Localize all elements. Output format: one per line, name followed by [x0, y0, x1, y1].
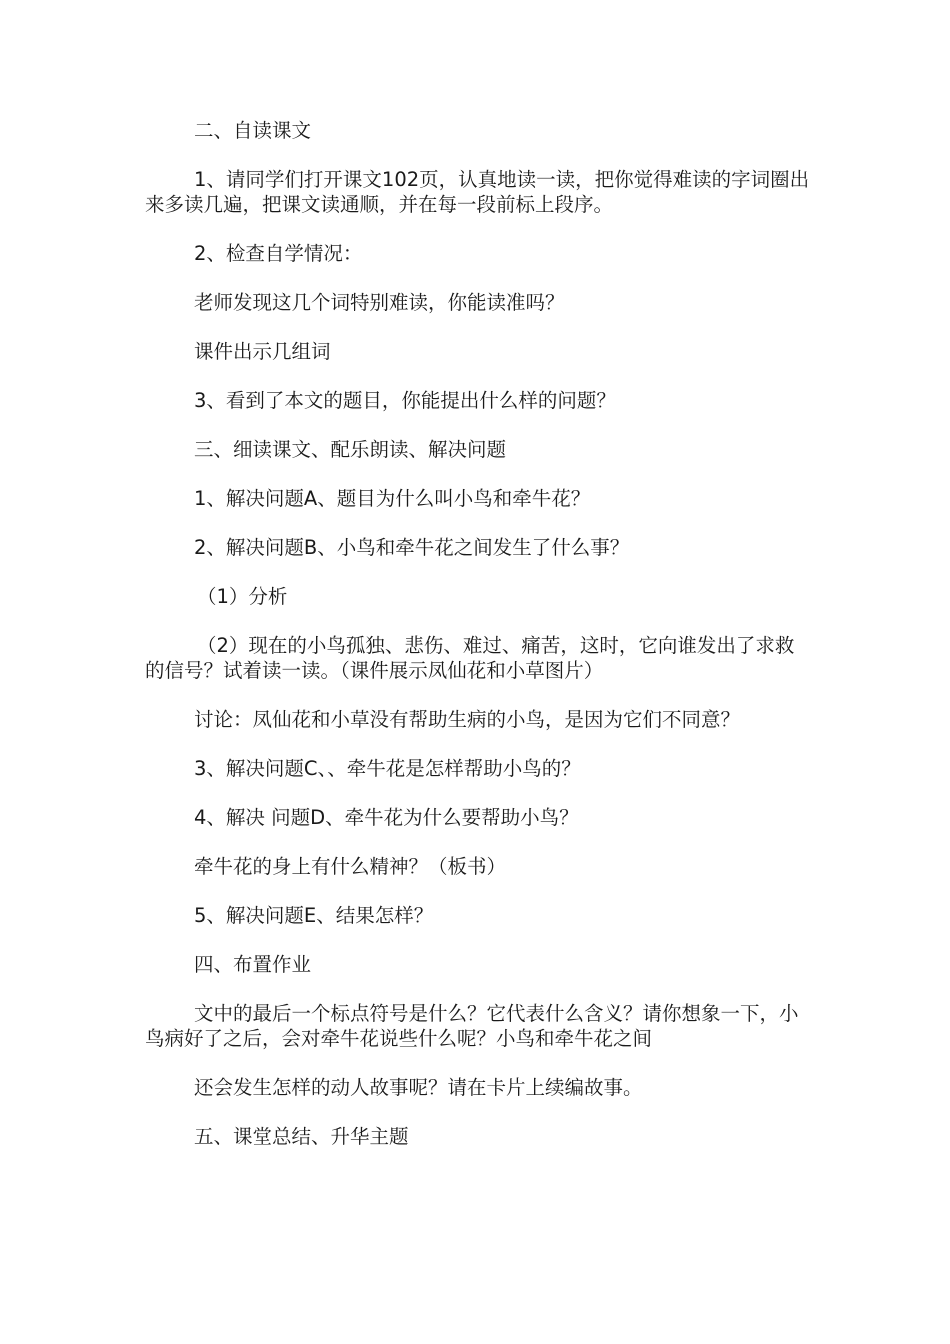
paragraph-discussion: 讨论：凤仙花和小草没有帮助生病的小鸟，是因为它们不同意？	[194, 708, 741, 731]
paragraph-spirit: 牵牛花的身上有什么精神？（板书）	[194, 855, 507, 878]
paragraph-analysis: （1）分析	[197, 585, 288, 608]
paragraph-question-b: 2、解决问题B、小鸟和牵牛花之间发生了什么事？	[194, 536, 630, 559]
section-heading-self-reading: 二、自读课文	[194, 119, 312, 142]
paragraph-open-textbook: 1、请同学们打开课文102页，认真地读一读，把你觉得难读的字词圈出来多读几遍，把课文读通顺，并在每一段前标上段序。	[145, 168, 810, 216]
paragraph-check-self-study: 2、检查自学情况：	[194, 242, 363, 265]
paragraph-courseware-words: 课件出示几组词	[194, 340, 331, 363]
paragraph-question-d: 4、解决 问题D、牵牛花为什么要帮助小鸟？	[194, 806, 579, 829]
paragraph-punctuation: 文中的最后一个标点符号是什么？它代表什么含义？请你想象一下，小鸟病好了之后，会对牵牛花说些什么呢？小鸟和牵牛花之间	[145, 1002, 799, 1050]
paragraph-continue-story: 还会发生怎样的动人故事呢？请在卡片上续编故事。	[194, 1076, 643, 1099]
section-heading-close-reading: 三、细读课文、配乐朗读、解决问题	[194, 438, 507, 461]
section-heading-summary: 五、课堂总结、升华主题	[194, 1125, 409, 1148]
paragraph-ask-questions: 3、看到了本文的题目，你能提出什么样的问题？	[194, 389, 616, 412]
paragraph-question-c: 3、解决问题C、、牵牛花是怎样帮助小鸟的？	[194, 757, 581, 780]
paragraph-question-e: 5、解决问题E、结果怎样？	[194, 904, 434, 927]
paragraph-lonely-bird: （2）现在的小鸟孤独、悲伤、难过、痛苦，这时，它向谁发出了求救的信号？试着读一读。（课件展示凤仙花和小草图片）	[145, 634, 795, 682]
paragraph-question-a: 1、解决问题A、题目为什么叫小鸟和牵牛花？	[194, 487, 591, 510]
section-heading-homework: 四、布置作业	[194, 953, 312, 976]
document-body	[145, 118, 810, 1173]
paragraph-difficult-words: 老师发现这几个词特别难读，你能读准吗？	[194, 291, 565, 314]
